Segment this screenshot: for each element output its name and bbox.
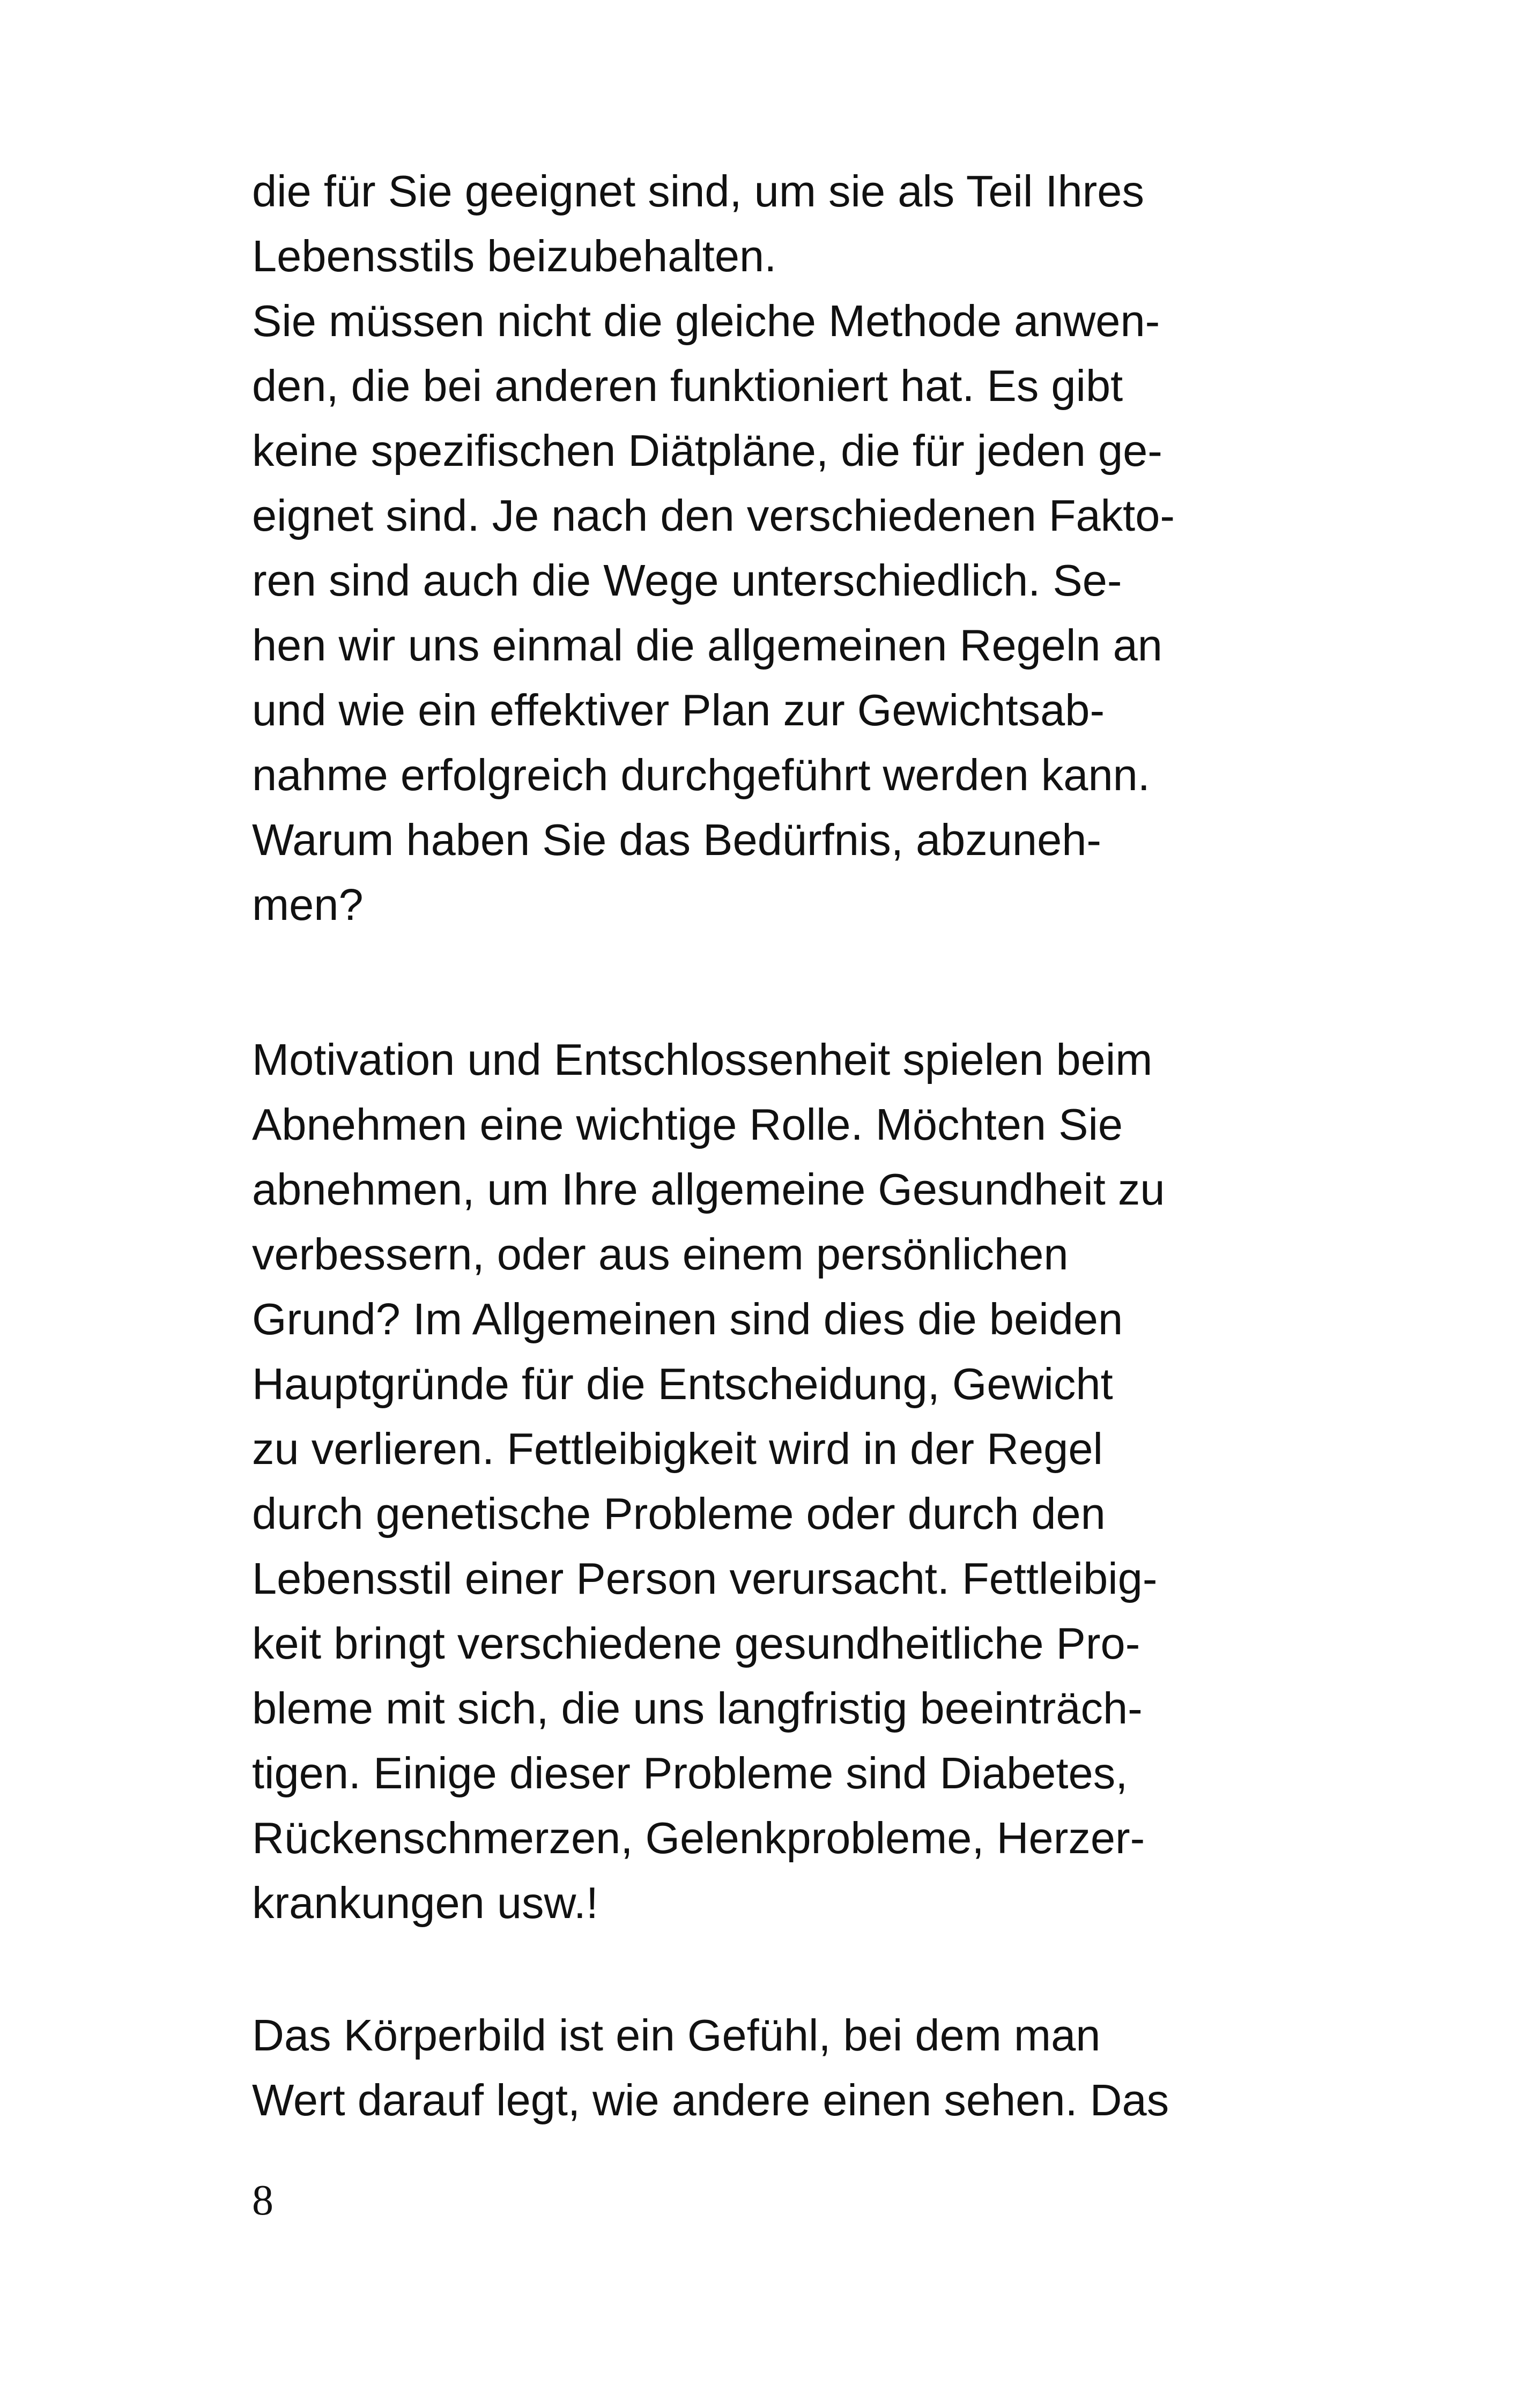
text-line: Sie müssen nicht die gleiche Methode anwen- [252,296,1160,346]
text-line: abnehmen, um Ihre allgemeine Gesundheit zu [252,1164,1165,1214]
paragraph-3 [252,2003,1271,2132]
paragraph-1 [252,159,1271,937]
text-line: keit bringt verschiedene gesundheitliche Pro- [252,1618,1140,1668]
text-line: zu verlieren. Fettleibigkeit wird in der Regel [252,1424,1103,1474]
text-line: durch genetische Probleme oder durch den [252,1489,1106,1539]
page-number: 8 [252,2177,273,2224]
text-line: den, die bei anderen funktioniert hat. Es gibt [252,361,1123,411]
text-line: verbessern, oder aus einem persönlichen [252,1229,1069,1279]
text-line: men? [252,880,364,930]
text-line: Lebensstils beizubehalten. [252,231,777,281]
text-line: Rückenschmerzen, Gelenkprobleme, Herzer- [252,1813,1145,1863]
text-line: bleme mit sich, die uns langfristig beeinträch- [252,1683,1143,1733]
text-line: und wie ein effektiver Plan zur Gewichtsab- [252,685,1105,735]
text-line: tigen. Einige dieser Probleme sind Diabetes, [252,1748,1128,1798]
text-line: Abnehmen eine wichtige Rolle. Möchten Sie [252,1099,1123,1149]
text-line: Das Körperbild ist ein Gefühl, bei dem man [252,2010,1101,2060]
text-line: die für Sie geeignet sind, um sie als Teil Ihres [252,166,1144,216]
text-line: Grund? Im Allgemeinen sind dies die beiden [252,1294,1123,1344]
paragraph-2 [252,1027,1271,1935]
text-line: Hauptgründe für die Entscheidung, Gewicht [252,1359,1113,1409]
text-line: keine spezifischen Diätpläne, die für jeden ge- [252,426,1162,475]
text-line: ren sind auch die Wege unterschiedlich. Se- [252,555,1122,605]
text-line: Lebensstil einer Person verursacht. Fettleibig- [252,1554,1158,1603]
text-line: Motivation und Entschlossenheit spielen beim [252,1035,1153,1084]
text-line: Wert darauf legt, wie andere einen sehen. Das [252,2075,1169,2125]
text-line: hen wir uns einmal die allgemeinen Regeln an [252,620,1162,670]
text-line: eignet sind. Je nach den verschiedenen Fakto- [252,490,1175,540]
text-line: nahme erfolgreich durchgeführt werden kann. [252,750,1150,800]
text-line: Warum haben Sie das Bedürfnis, abzuneh- [252,815,1102,865]
text-line: krankungen usw.! [252,1878,598,1928]
